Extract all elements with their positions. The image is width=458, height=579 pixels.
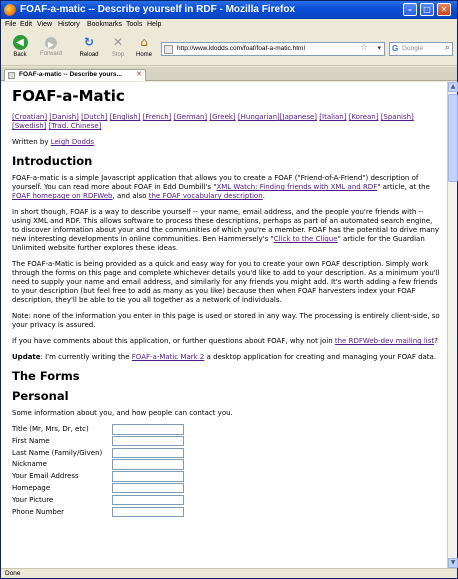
reload-button[interactable] <box>74 34 104 64</box>
personal-heading: Personal <box>12 389 69 403</box>
update-text-a: : I'm currently writing the <box>40 353 132 361</box>
lang-link-german[interactable]: [German] <box>173 113 208 121</box>
vertical-scrollbar[interactable] <box>447 82 457 568</box>
picture-label: Your Picture <box>12 495 54 504</box>
last-name-label: Last Name (Family/Given) <box>12 448 103 457</box>
tab-strip <box>1 67 457 81</box>
scroll-thumb[interactable] <box>448 94 458 182</box>
reload-label: Reload <box>79 52 99 58</box>
update-label: Update <box>12 353 41 361</box>
lang-link-trad-chinese[interactable]: [Trad. Chinese] <box>48 122 102 130</box>
url-text[interactable]: http://www.ldodds.com/foaf/foaf-a-matic.html <box>177 45 305 52</box>
url-dropdown-icon[interactable]: ▾ <box>377 44 381 52</box>
homepage-label: Homepage <box>12 483 51 492</box>
menu-bookmarks[interactable]: Bookmarks <box>87 21 123 28</box>
maximize-button[interactable]: □ <box>420 3 434 16</box>
written-by-label: Written by <box>12 138 51 146</box>
google-icon: G <box>392 44 399 53</box>
lang-link-japanese[interactable]: [Japanese] <box>279 113 318 121</box>
lang-link-english[interactable]: [English] <box>109 113 141 121</box>
language-links <box>12 113 440 131</box>
home-button[interactable] <box>129 34 159 64</box>
mark2-link[interactable]: FOAF-a-Matic Mark 2 <box>131 353 205 361</box>
menu-view[interactable]: View <box>37 21 53 28</box>
update-text-b: a desktop application for creating and managing your FOAF data. <box>204 353 437 361</box>
title-input[interactable] <box>112 424 184 435</box>
back-button[interactable] <box>5 34 35 64</box>
p5-text-a: If you have comments about this application, or further questions about FOAF, why not join <box>12 337 335 345</box>
home-icon: ⌂ <box>140 35 148 49</box>
email-input[interactable] <box>112 471 184 482</box>
lang-link-greek[interactable]: [Greek] <box>209 113 236 121</box>
bookmark-star-icon[interactable]: ☆ <box>359 43 368 53</box>
email-label: Your Email Address <box>12 472 79 481</box>
click-to-clique-link[interactable]: Click to the Clique <box>273 235 338 243</box>
menu-file[interactable]: File <box>5 21 17 28</box>
menu-history[interactable]: History <box>58 21 80 28</box>
tab-foaf-a-matic[interactable] <box>4 69 146 81</box>
address-bar[interactable] <box>161 42 385 56</box>
form-row-last-name <box>12 448 440 460</box>
forward-label: Forward <box>39 51 62 57</box>
form-row-title <box>12 424 440 436</box>
page-heading: FOAF-a-Matic <box>12 87 125 105</box>
nickname-label: Nickname <box>12 460 47 469</box>
personal-description: Some information about you, and how people can contact you. <box>12 409 233 417</box>
forward-arrow-icon: ▶ <box>45 37 57 49</box>
back-label: Back <box>13 52 27 58</box>
title-label: Title (Mr, Mrs, Dr, etc) <box>12 425 89 433</box>
p1-text-d: . <box>262 192 265 200</box>
menu-tools[interactable]: Tools <box>126 21 143 28</box>
tab-favicon <box>8 72 15 79</box>
first-name-label: First Name <box>12 436 50 445</box>
p1-text-c: , and also <box>112 192 149 200</box>
homepage-input[interactable] <box>112 483 184 494</box>
picture-input[interactable] <box>112 495 184 506</box>
close-button[interactable]: ✕ <box>437 3 451 16</box>
lang-link-korean[interactable]: [Korean] <box>348 113 379 121</box>
page-content <box>1 82 447 568</box>
lang-link-dutch[interactable]: [Dutch] <box>81 113 108 121</box>
title-bar <box>1 1 457 19</box>
lang-link-french[interactable]: [French] <box>142 113 172 121</box>
intro-paragraph-1 <box>12 174 440 201</box>
first-name-input[interactable] <box>112 436 184 447</box>
reload-icon: ↻ <box>83 35 95 49</box>
forms-heading: The Forms <box>12 369 80 383</box>
lang-link-spanish[interactable]: [Spanish] <box>380 113 414 121</box>
back-arrow-icon: ◀ <box>13 35 28 50</box>
search-placeholder: Google <box>402 45 423 52</box>
stop-icon: ✕ <box>112 35 124 49</box>
p2-text-b: " article for the Guardian Unlimited website further explores these ideas. <box>12 235 425 252</box>
phone-input[interactable] <box>112 507 184 518</box>
firefox-icon <box>4 4 16 16</box>
search-icon[interactable]: ⌕ <box>444 43 450 53</box>
intro-paragraph-3: The FOAF-a-Matic is being provided as a quick and easy way for you to create your own FOAF description. Simply work through the forms on this page and complete whichever details you'd like to add to your description. As a minimum you'll need to supply your name and email address, and similarly for any friends you might add. It's worth adding a few friends to your description (but feel free to add as many as you like) because then when FOAF harvesters index your FOAF description, they'll be able to tie you all together as a network of individuals. <box>12 260 440 304</box>
window-title: FOAF-a-matic -- Describe yourself in RDF - Mozilla Firefox <box>20 4 296 15</box>
update-paragraph <box>12 353 440 362</box>
tab-close-icon[interactable]: ✕ <box>136 70 142 78</box>
intro-paragraph-2 <box>12 208 440 253</box>
foaf-vocabulary-link[interactable]: the FOAF vocabulary description <box>148 192 263 200</box>
menu-bar <box>1 20 457 32</box>
nickname-input[interactable] <box>112 459 184 470</box>
scroll-down-icon[interactable]: ▼ <box>448 558 458 568</box>
foaf-homepage-link[interactable]: FOAF homepage on RDFWeb <box>12 192 113 200</box>
form-row-nickname <box>12 459 440 471</box>
lang-link-danish[interactable]: [Danish] <box>49 113 79 121</box>
lang-link-italian[interactable]: [Italian] <box>319 113 347 121</box>
menu-help[interactable]: Help <box>147 21 162 28</box>
written-by <box>12 138 440 147</box>
menu-edit[interactable]: Edit <box>20 21 33 28</box>
navigation-toolbar <box>1 32 457 66</box>
search-box[interactable] <box>389 42 453 56</box>
p2-text-a: In short though, FOAF is a way to describe yourself -- your name, email address, and the people you're friends with -- using XML and RDF. This allows software to process these descriptions, perhaps as part of an automated search engine, to discover information about your and the communities of which you're a member. FOAF has the potential to drive many new interesting developments in online communities. Ben Hammersely's " <box>12 208 440 243</box>
privacy-note: Note: none of the information you enter in this page is used or stored in any way. The processing is entirely client-side, so your privacy is assured. <box>12 312 440 329</box>
minimize-button[interactable]: – <box>403 3 417 16</box>
scroll-up-icon[interactable]: ▲ <box>448 82 458 92</box>
phone-label: Phone Number <box>12 507 65 516</box>
p1-text-a: FOAF-a-matic is a simple Javascript application that allows you to create a FOAF ("Friend-of-A-Friend") description of yourself. You can read more about FOAF in Edd Dumbill's " <box>12 174 419 191</box>
author-link[interactable]: Leigh Dodds <box>50 138 95 146</box>
p5-text-b: ? <box>434 337 438 345</box>
form-row-email <box>12 471 440 483</box>
form-row-phone <box>12 507 440 519</box>
form-row-first-name <box>12 436 440 448</box>
home-label: Home <box>135 52 152 58</box>
last-name-input[interactable] <box>112 448 184 459</box>
comments-paragraph <box>12 337 440 346</box>
tab-label: FOAF-a-matic -- Describe yours... <box>19 71 122 78</box>
lang-link-croatian[interactable]: [Croatian] <box>12 113 48 121</box>
form-row-homepage <box>12 483 440 495</box>
intro-heading: Introduction <box>12 154 93 168</box>
lang-link-hungarian[interactable]: [Hungarian] <box>237 113 280 121</box>
p1-text-b: " article, at the <box>377 183 430 191</box>
forward-button[interactable] <box>36 34 66 64</box>
mailing-list-link[interactable]: the RDFWeb-dev mailing list <box>334 337 435 345</box>
stop-label: Stop <box>111 52 125 58</box>
form-row-picture <box>12 495 440 507</box>
xml-watch-link[interactable]: XML Watch: Finding friends with XML and RDF <box>216 183 378 191</box>
status-text: Done <box>5 570 21 577</box>
status-bar <box>1 568 457 578</box>
page-favicon <box>164 45 173 54</box>
lang-link-swedish[interactable]: [Swedish] <box>12 122 47 130</box>
